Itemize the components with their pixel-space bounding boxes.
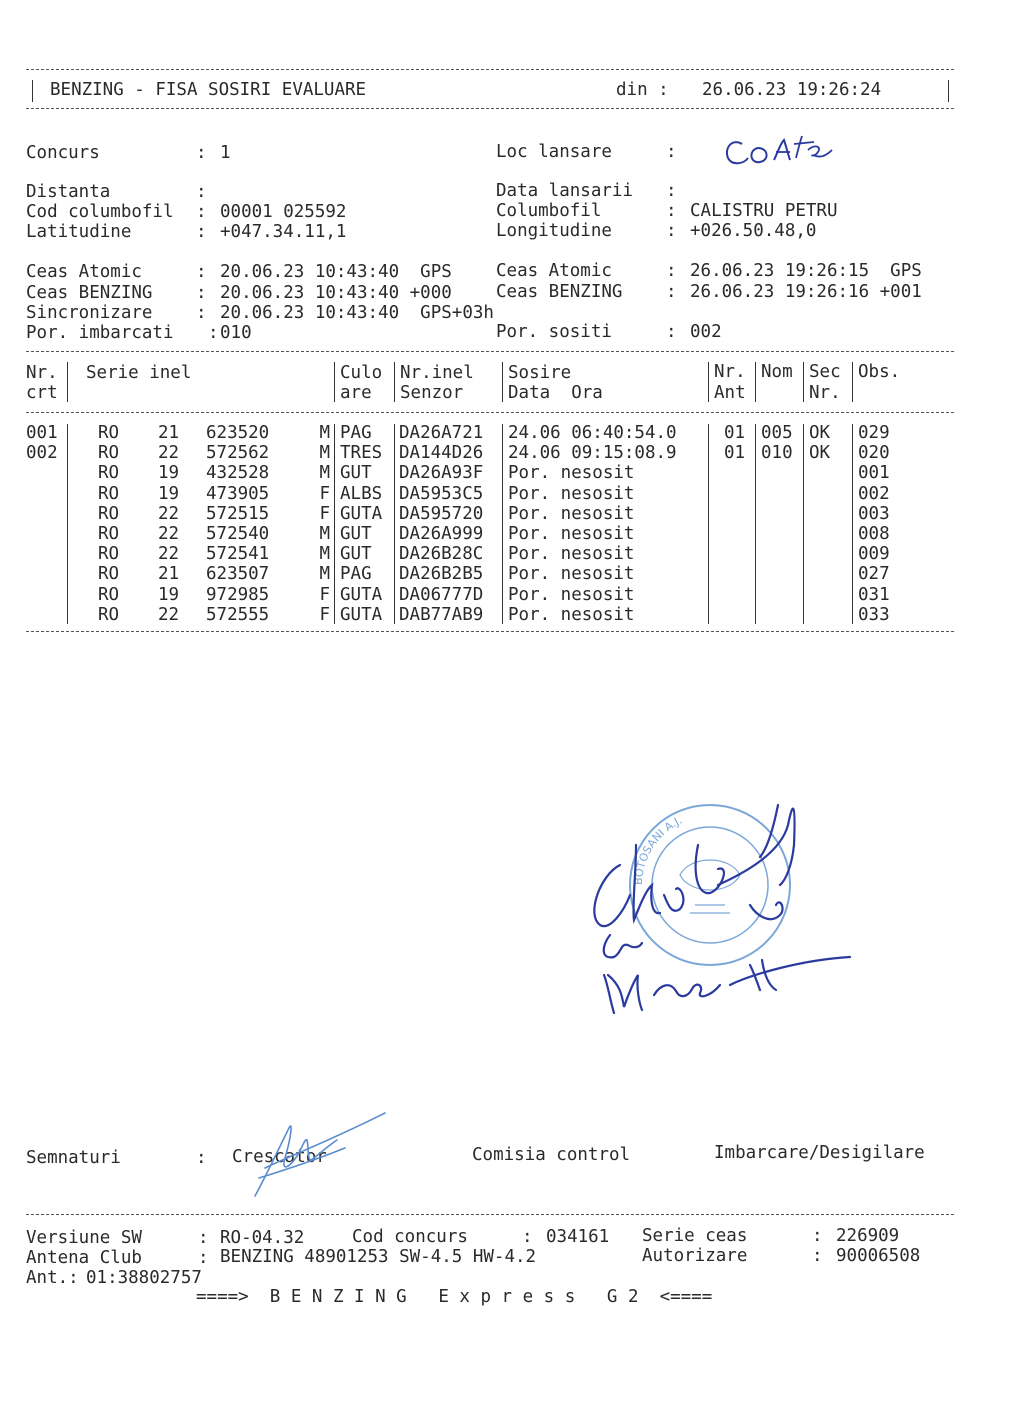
longitudine-label: Longitudine (496, 221, 612, 241)
benzing-banner: ====> B E N Z I N G E x p r e s s G 2 <==== (196, 1287, 713, 1307)
cell-an: 19 (158, 463, 180, 484)
latitudine-value: +047.34.11,1 (220, 222, 347, 242)
table-header-rule (26, 412, 954, 413)
cell-sex: F (319, 604, 330, 625)
cell-obs: 029 (858, 423, 890, 443)
colon: : (666, 201, 677, 221)
antena-value: BENZING 48901253 SW-4.5 HW-4.2 (220, 1247, 537, 1267)
col-header-serie: Serie inel (86, 363, 192, 383)
col-header-culoare-1: Culo (340, 363, 383, 383)
cell-an: 19 (158, 584, 180, 605)
cell-an: 22 (158, 524, 180, 544)
col-header-sosire-1: Sosire (508, 363, 572, 383)
imbarcati-value: 010 (220, 323, 252, 343)
col-sep (803, 362, 804, 402)
cell-senzor: DA26B28C (399, 544, 484, 565)
cell-senzor: DA06777D (399, 584, 484, 605)
col-header-culoare-2: are (340, 383, 372, 403)
cell-tara: RO (98, 564, 120, 585)
cell-sosire: 24.06 09:15:08.9 (508, 443, 677, 464)
cell-sosire: Por. nesosit (508, 503, 635, 524)
cell-sosire: Por. nesosit (508, 604, 635, 625)
colon: : (198, 1228, 209, 1248)
cell-crt: 002 (26, 443, 58, 464)
columbofil-label: Columbofil (496, 201, 602, 221)
longitudine-value: +026.50.48,0 (690, 221, 817, 241)
cell-senzor: DA26A999 (399, 524, 484, 544)
colon: : (196, 283, 207, 303)
col-sep (708, 424, 709, 624)
colon: : (198, 1248, 209, 1268)
cell-tara: RO (98, 524, 120, 544)
ant-value: 01:38802757 (86, 1268, 202, 1288)
cell-culoare: GUTA (340, 584, 383, 605)
cell-obs: 003 (858, 503, 890, 524)
cell-culoare: GUT (340, 544, 372, 565)
antena-label: Antena Club (26, 1248, 142, 1268)
cell-obs: 009 (858, 544, 890, 565)
col-sep (852, 362, 853, 402)
autorizare-label: Autorizare (642, 1246, 748, 1266)
cell-sosire: Por. nesosit (508, 483, 635, 504)
cell-an: 21 (158, 423, 180, 443)
cell-nr: 572540 (206, 524, 270, 544)
cell-nr: 572555 (206, 604, 270, 625)
header-bottom-rule (26, 108, 954, 109)
cell-sec: OK (809, 423, 831, 443)
cell-culoare: GUT (340, 463, 372, 484)
cell-sosire: Por. nesosit (508, 524, 635, 544)
col-header-ant-1: Nr. (714, 362, 746, 382)
document-title: BENZING - FISA SOSIRI EVALUARE (50, 80, 367, 100)
cell-senzor: DAB77AB9 (399, 604, 484, 625)
col-header-sosire-2: Data Ora (508, 383, 603, 403)
cell-sex: F (319, 503, 330, 524)
cell-tara: RO (98, 604, 120, 625)
cell-nr: 432528 (206, 463, 270, 484)
cell-sex: M (319, 544, 330, 565)
cod-columbofil-label: Cod columbofil (26, 202, 174, 222)
serie-ceas-value: 226909 (836, 1226, 900, 1246)
cell-sosire: Por. nesosit (508, 564, 635, 585)
cell-senzor: DA26A721 (399, 423, 484, 443)
cell-culoare: GUT (340, 524, 372, 544)
col-header-nrinel-2: Senzor (400, 383, 464, 403)
concurs-value: 1 (220, 143, 231, 163)
cell-obs: 027 (858, 564, 890, 585)
cell-culoare: PAG (340, 564, 372, 585)
cell-an: 19 (158, 483, 180, 504)
cell-sosire: Por. nesosit (508, 544, 635, 565)
cell-sex: F (319, 584, 330, 605)
col-sep (334, 424, 335, 624)
cell-nom: 010 (761, 443, 793, 464)
cell-senzor: DA144D26 (399, 443, 484, 464)
loc-lansare-label: Loc lansare (496, 142, 612, 162)
cell-an: 22 (158, 503, 180, 524)
right-atomic-value: 26.06.23 19:26:15 GPS (690, 261, 922, 281)
colon: : (666, 181, 677, 201)
sync-label: Sincronizare (26, 303, 153, 323)
colon: : (812, 1226, 823, 1246)
cell-nr: 623507 (206, 564, 270, 585)
concurs-label: Concurs (26, 143, 100, 163)
stamp-text: BOTOSANI A.J. (631, 813, 685, 886)
right-benzing-label: Ceas BENZING (496, 282, 623, 302)
cell-crt: 001 (26, 423, 58, 443)
cell-nr: 473905 (206, 483, 270, 504)
colon: : (666, 221, 677, 241)
colon: : (196, 303, 207, 323)
sositi-value: 002 (690, 322, 722, 342)
cell-sex: M (319, 564, 330, 585)
col-header-nr: Nr. (26, 363, 58, 383)
colon: : (196, 182, 207, 202)
cell-sosire: 24.06 06:40:54.0 (508, 423, 677, 443)
left-atomic-label: Ceas Atomic (26, 262, 142, 282)
cell-obs: 002 (858, 483, 890, 504)
cell-senzor: DA26A93F (399, 463, 484, 484)
colon: : (812, 1246, 823, 1266)
cell-sex: F (319, 483, 330, 504)
top-rule (26, 69, 954, 70)
col-header-nrinel-1: Nr.inel (400, 363, 474, 383)
col-sep (394, 424, 395, 624)
colon: : (196, 262, 207, 282)
col-sep (755, 424, 756, 624)
print-date-value: 26.06.23 19:26:24 (702, 80, 882, 100)
cell-an: 22 (158, 604, 180, 625)
col-header-obs: Obs. (858, 362, 901, 382)
col-sep (394, 362, 395, 402)
cell-obs: 033 (858, 604, 890, 625)
cod-concurs-value: 034161 (546, 1227, 610, 1247)
autorizare-value: 90006508 (836, 1246, 921, 1266)
versiune-label: Versiune SW (26, 1228, 142, 1248)
cell-sex: M (319, 423, 330, 443)
columbofil-value: CALISTRU PETRU (690, 201, 838, 221)
cell-tara: RO (98, 584, 120, 605)
colon: : (666, 282, 677, 302)
loc-lansare-handwritten (718, 130, 838, 174)
cell-obs: 020 (858, 443, 890, 464)
col-sep (67, 424, 68, 624)
colon: : (196, 222, 207, 242)
cell-culoare: TRES (340, 443, 383, 464)
cell-senzor: DA5953C5 (399, 483, 484, 504)
cell-an: 21 (158, 564, 180, 585)
cod-columbofil-value: 00001 025592 (220, 202, 347, 222)
cell-tara: RO (98, 423, 120, 443)
header-left-bar (32, 80, 33, 102)
cell-tara: RO (98, 503, 120, 524)
colon: : (196, 202, 207, 222)
col-sep (502, 424, 503, 624)
serie-ceas-label: Serie ceas (642, 1226, 748, 1246)
cell-sex: M (319, 524, 330, 544)
colon: : (666, 322, 677, 342)
cell-culoare: PAG (340, 423, 372, 443)
col-header-crt: crt (26, 383, 58, 403)
cell-nr: 623520 (206, 423, 270, 443)
cell-ant: 01 (724, 423, 746, 443)
cell-senzor: DA595720 (399, 503, 484, 524)
cell-sex: M (319, 443, 330, 464)
colon: : (208, 323, 219, 343)
cell-culoare: ALBS (340, 483, 383, 504)
cell-culoare: GUTA (340, 503, 383, 524)
colon: : (666, 142, 677, 162)
cell-sec: OK (809, 443, 831, 464)
data-lansarii-label: Data lansarii (496, 181, 633, 201)
imbarcare-label: Imbarcare/Desigilare (714, 1143, 925, 1163)
col-sep (708, 362, 709, 402)
cell-obs: 001 (858, 463, 890, 484)
cell-tara: RO (98, 483, 120, 504)
cod-concurs-label: Cod concurs (352, 1227, 468, 1247)
cell-sex: M (319, 463, 330, 484)
footer-rule (26, 1214, 954, 1215)
cell-sosire: Por. nesosit (508, 584, 635, 605)
cell-nom: 005 (761, 423, 793, 443)
cell-an: 22 (158, 443, 180, 464)
cell-obs: 031 (858, 584, 890, 605)
latitudine-label: Latitudine (26, 222, 132, 242)
sositi-label: Por. sositi (496, 322, 612, 342)
cell-ant: 01 (724, 443, 746, 464)
col-sep (334, 362, 335, 402)
crescator-label: Crescator (232, 1147, 327, 1167)
cell-nr: 572515 (206, 503, 270, 524)
cell-sosire: Por. nesosit (508, 463, 635, 484)
right-atomic-label: Ceas Atomic (496, 261, 612, 281)
left-atomic-value: 20.06.23 10:43:40 GPS (220, 262, 452, 282)
col-sep (502, 362, 503, 402)
comisia-label: Comisia control (472, 1145, 631, 1165)
colon: : (666, 261, 677, 281)
cell-tara: RO (98, 463, 120, 484)
col-sep (852, 424, 853, 624)
print-date-label: din : (616, 80, 669, 100)
versiune-value: RO-04.32 (220, 1228, 305, 1248)
col-header-nom: Nom (761, 362, 793, 382)
left-benzing-value: 20.06.23 10:43:40 +000 (220, 283, 452, 303)
col-header-ant-2: Ant (714, 383, 746, 403)
cell-nr: 572541 (206, 544, 270, 565)
colon: : (196, 1148, 207, 1168)
col-sep (67, 362, 68, 402)
cell-nr: 972985 (206, 584, 270, 605)
ant-label: Ant.: (26, 1268, 79, 1288)
cell-culoare: GUTA (340, 604, 383, 625)
header-right-bar (948, 80, 949, 102)
right-benzing-value: 26.06.23 19:26:16 +001 (690, 282, 922, 302)
cell-an: 22 (158, 544, 180, 565)
col-sep (755, 362, 756, 402)
cell-senzor: DA26B2B5 (399, 564, 484, 585)
left-benzing-label: Ceas BENZING (26, 283, 153, 303)
col-header-sec-1: Sec (809, 362, 841, 382)
signature-crescator (245, 1108, 395, 1203)
distanta-label: Distanta (26, 182, 111, 202)
col-sep (803, 424, 804, 624)
cell-tara: RO (98, 544, 120, 565)
table-top-rule (26, 351, 954, 352)
table-bottom-rule (26, 631, 954, 632)
col-header-sec-2: Nr. (809, 383, 841, 403)
sync-value: 20.06.23 10:43:40 GPS+03h (220, 303, 494, 323)
signature-committee (580, 785, 860, 1025)
colon: : (196, 143, 207, 163)
cell-obs: 008 (858, 524, 890, 544)
cell-tara: RO (98, 443, 120, 464)
cell-nr: 572562 (206, 443, 270, 464)
colon: : (522, 1227, 533, 1247)
imbarcati-label: Por. imbarcati (26, 323, 174, 343)
semnaturi-label: Semnaturi (26, 1148, 121, 1168)
